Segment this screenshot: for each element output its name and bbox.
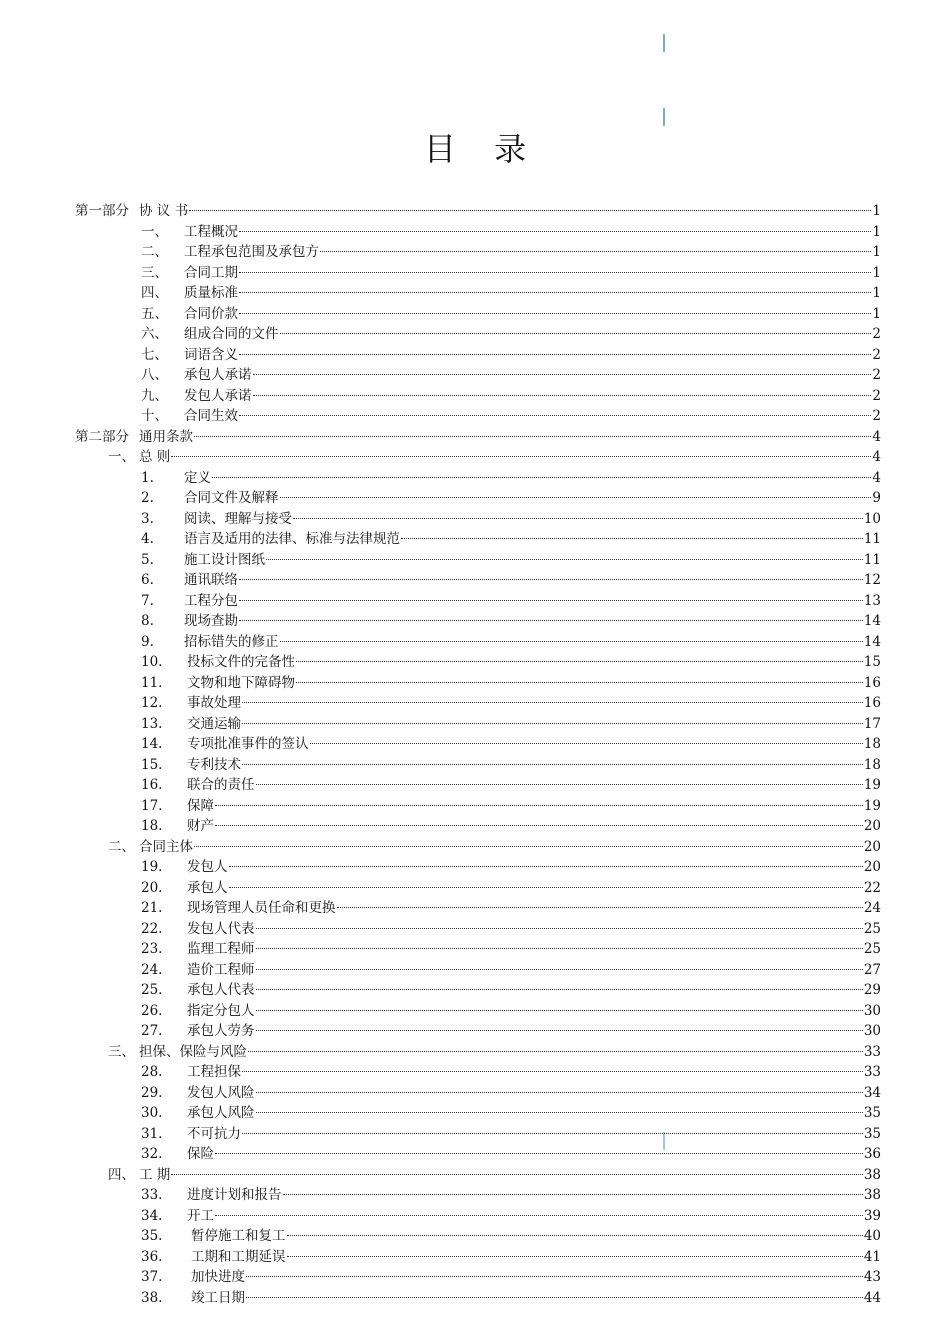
toc-entry-number: 16. — [141, 777, 163, 793]
toc-entry-number: 14. — [141, 736, 163, 752]
toc-entry[interactable] — [75, 386, 881, 407]
toc-entry-title: 招标错失的修正 — [184, 633, 279, 650]
toc-entry-title: 投标文件的完备性 — [187, 654, 295, 670]
toc-entry-page: 33 — [863, 1043, 881, 1060]
toc-entry-number: 8. — [141, 613, 154, 629]
toc-entry[interactable] — [75, 857, 881, 878]
toc-entry-title: 定义 — [184, 469, 211, 486]
dot-leader — [256, 947, 863, 949]
toc-entry-number: 第二部分 — [75, 428, 129, 445]
toc-entry-number: 12. — [141, 695, 163, 711]
toc-entry-title: 承包人风险 — [187, 1105, 255, 1121]
dot-leader — [280, 640, 863, 642]
dot-leader — [293, 517, 863, 519]
toc-entry-page: 30 — [863, 1002, 881, 1019]
dot-leader — [242, 1070, 863, 1072]
toc-entry[interactable] — [75, 468, 881, 489]
toc-entry-title: 协 议 书 — [139, 203, 189, 219]
toc-entry-page: 4 — [872, 449, 881, 465]
toc-entry-title: 暂停施工和复工 — [191, 1228, 286, 1244]
toc-entry-title: 工程承包范围及承包方 — [184, 244, 319, 260]
toc-entry-number: 20. — [141, 879, 163, 896]
toc-entry[interactable] — [75, 1083, 881, 1104]
toc-entry-page: 4 — [872, 469, 881, 486]
toc-entry-page: 12 — [863, 572, 881, 588]
toc-entry-number: 一、 — [141, 223, 168, 240]
toc-entry-title: 指定分包人 — [187, 1002, 255, 1019]
toc-entry-title: 竣工日期 — [191, 1289, 245, 1306]
toc-entry-number: 4. — [141, 531, 154, 547]
toc-entry-page: 41 — [863, 1248, 881, 1265]
dot-leader — [253, 373, 872, 375]
toc-entry-title: 现场查勘 — [184, 613, 238, 629]
dot-leader — [171, 1173, 863, 1175]
toc-entry-number: 23. — [141, 941, 163, 957]
dot-leader — [215, 824, 863, 826]
toc-entry-page: 2 — [872, 408, 881, 424]
toc-entry-number: 五、 — [141, 305, 168, 322]
dot-leader — [248, 1050, 863, 1052]
dot-leader — [296, 681, 863, 683]
toc-entry-number: 四、 — [141, 285, 168, 301]
toc-entry-page: 2 — [872, 367, 881, 383]
toc-entry[interactable] — [75, 1288, 881, 1309]
toc-entry-number: 21. — [141, 900, 163, 916]
toc-entry[interactable] — [75, 1206, 881, 1227]
toc-entry-page: 39 — [863, 1207, 881, 1224]
toc-entry-title: 通用条款 — [139, 428, 193, 445]
toc-entry-page: 40 — [863, 1228, 881, 1244]
toc-entry-title: 造价工程师 — [187, 961, 255, 978]
toc-entry[interactable] — [75, 283, 881, 304]
toc-entry-number: 第一部分 — [75, 203, 129, 219]
toc-entry-number: 13. — [141, 715, 163, 732]
toc-entry-title: 加快进度 — [191, 1269, 245, 1285]
toc-entry-page: 22 — [863, 879, 881, 896]
toc-entry-number: 三、 — [108, 1043, 135, 1060]
toc-entry[interactable] — [75, 242, 881, 263]
toc-entry-page: 1 — [872, 305, 881, 322]
toc-entry-title: 语言及适用的法律、标准与法律规范 — [184, 531, 400, 547]
toc-entry[interactable] — [75, 427, 881, 448]
toc-entry-title: 联合的责任 — [187, 777, 255, 793]
toc-entry-page: 4 — [872, 428, 881, 445]
toc-entry-page: 16 — [863, 695, 881, 711]
toc-entry-page: 44 — [863, 1289, 881, 1306]
toc-entry-number: 24. — [141, 961, 163, 978]
toc-entry-title: 专利技术 — [187, 756, 241, 773]
toc-entry-page: 35 — [863, 1125, 881, 1142]
toc-entry-page: 18 — [863, 756, 881, 773]
toc-entry-page: 27 — [863, 961, 881, 978]
dot-leader — [242, 763, 863, 765]
toc-entry-page: 33 — [863, 1064, 881, 1080]
toc-entry-title: 进度计划和报告 — [187, 1187, 282, 1203]
toc-entry[interactable] — [75, 550, 881, 571]
toc-entry-number: 15. — [141, 756, 163, 773]
toc-entry[interactable] — [75, 816, 881, 837]
toc-entry-number: 2. — [141, 490, 154, 506]
toc-entry-page: 10 — [863, 510, 881, 527]
dot-leader — [242, 701, 863, 703]
toc-entry-page: 1 — [872, 264, 881, 281]
toc-entry-title: 合同工期 — [184, 264, 238, 281]
toc-entry-number: 四、 — [108, 1166, 135, 1183]
dot-leader — [239, 230, 871, 232]
toc-entry[interactable] — [75, 1226, 881, 1247]
toc-entry-number: 18. — [141, 818, 163, 834]
toc-entry-title: 工期和工期延误 — [191, 1248, 286, 1265]
toc-entry-number: 31. — [141, 1125, 163, 1142]
toc-entry[interactable] — [75, 693, 881, 714]
toc-entry-page: 1 — [872, 223, 881, 240]
toc-entry-title: 词语含义 — [184, 346, 238, 363]
toc-entry[interactable] — [75, 1021, 881, 1042]
dot-leader — [256, 988, 863, 990]
dot-leader — [239, 271, 871, 273]
toc-entry-page: 20 — [863, 838, 881, 855]
toc-entry-number: 32. — [141, 1146, 163, 1162]
toc-entry-title: 发包人 — [187, 859, 228, 875]
toc-entry-number: 33. — [141, 1187, 163, 1203]
toc-entry-number: 11. — [141, 674, 163, 691]
toc-entry-page: 9 — [872, 490, 881, 506]
toc-entry-number: 36. — [141, 1248, 163, 1265]
toc-entry-page: 35 — [863, 1105, 881, 1121]
toc-entry-page: 38 — [863, 1187, 881, 1203]
dot-leader — [253, 394, 872, 396]
dot-leader — [242, 1132, 863, 1134]
dot-leader — [215, 1152, 863, 1154]
toc-entry[interactable] — [75, 509, 881, 530]
toc-entry-page: 11 — [863, 531, 881, 547]
toc-entry[interactable] — [75, 1124, 881, 1145]
dot-leader — [337, 906, 863, 908]
toc-entry-number: 七、 — [141, 346, 168, 363]
toc-entry-number: 10. — [141, 654, 163, 670]
dot-leader — [229, 886, 863, 888]
toc-entry[interactable] — [75, 734, 881, 755]
toc-entry-title: 工 期 — [139, 1166, 171, 1183]
toc-entry[interactable] — [75, 652, 881, 673]
toc-entry-title: 工程分包 — [184, 592, 238, 609]
toc-entry-page: 34 — [863, 1084, 881, 1101]
toc-entry[interactable] — [75, 1267, 881, 1288]
toc-entry-title: 专项批准事件的签认 — [187, 736, 309, 752]
toc-entry[interactable] — [75, 1103, 881, 1124]
toc-entry-page: 11 — [863, 551, 881, 568]
toc-entry-title: 合同主体 — [139, 838, 193, 855]
toc-entry-title: 合同文件及解释 — [184, 490, 279, 506]
toc-entry-title: 阅读、理解与接受 — [184, 510, 292, 527]
toc-entry-title: 承包人承诺 — [184, 367, 252, 383]
table-of-contents — [75, 201, 881, 1308]
toc-entry-number: 30. — [141, 1105, 163, 1121]
toc-entry[interactable] — [75, 714, 881, 735]
toc-entry-title: 文物和地下障碍物 — [187, 674, 295, 691]
toc-entry-number: 25. — [141, 982, 163, 998]
toc-entry[interactable] — [75, 365, 881, 386]
toc-entry-number: 5. — [141, 551, 154, 568]
toc-entry[interactable] — [75, 960, 881, 981]
toc-entry-page: 38 — [863, 1166, 881, 1183]
toc-entry[interactable] — [75, 591, 881, 612]
toc-entry-title: 总 则 — [139, 449, 171, 465]
toc-entry-number: 37. — [141, 1269, 163, 1285]
dot-leader — [266, 558, 863, 560]
toc-entry-page: 30 — [863, 1023, 881, 1039]
dot-leader — [287, 1255, 863, 1257]
toc-entry-number: 35. — [141, 1228, 163, 1244]
toc-entry-title: 施工设计图纸 — [184, 551, 265, 568]
toc-entry[interactable] — [75, 1247, 881, 1268]
toc-entry[interactable] — [75, 1165, 881, 1186]
toc-entry-number: 9. — [141, 633, 154, 650]
dot-leader — [194, 435, 871, 437]
dot-leader — [246, 1296, 863, 1298]
toc-entry[interactable] — [75, 796, 881, 817]
toc-entry-title: 发包人代表 — [187, 920, 255, 937]
toc-entry[interactable] — [75, 919, 881, 940]
dot-leader — [239, 578, 863, 580]
toc-entry-title: 承包人代表 — [187, 982, 255, 998]
toc-entry-page: 19 — [863, 797, 881, 814]
toc-entry-page: 1 — [872, 285, 881, 301]
toc-entry[interactable] — [75, 201, 881, 222]
dot-leader — [256, 1091, 863, 1093]
dot-leader — [256, 927, 863, 929]
toc-entry-title: 工程概况 — [184, 223, 238, 240]
toc-entry[interactable] — [75, 1144, 881, 1165]
toc-entry-number: 六、 — [141, 326, 168, 342]
toc-entry-title: 开工 — [187, 1207, 214, 1224]
toc-entry-title: 监理工程师 — [187, 941, 255, 957]
toc-entry[interactable] — [75, 1042, 881, 1063]
toc-entry-page: 20 — [863, 818, 881, 834]
toc-entry-title: 质量标准 — [184, 285, 238, 301]
toc-entry-number: 6. — [141, 572, 154, 588]
toc-entry-number: 二、 — [108, 838, 135, 855]
dot-leader — [171, 455, 871, 457]
dot-leader — [401, 537, 863, 539]
toc-entry[interactable] — [75, 345, 881, 366]
toc-entry[interactable] — [75, 263, 881, 284]
toc-entry-number: 28. — [141, 1064, 163, 1080]
toc-entry-title: 工程担保 — [187, 1064, 241, 1080]
dot-leader — [239, 414, 871, 416]
toc-entry[interactable] — [75, 878, 881, 899]
toc-entry-title: 保障 — [187, 797, 214, 814]
toc-entry-title: 交通运输 — [187, 715, 241, 732]
toc-entry-number: 22. — [141, 920, 163, 937]
toc-entry-page: 13 — [863, 592, 881, 609]
toc-entry[interactable] — [75, 406, 881, 427]
toc-entry-title: 通讯联络 — [184, 572, 238, 588]
dot-leader — [310, 742, 863, 744]
toc-entry-number: 三、 — [141, 264, 168, 281]
dot-leader — [239, 353, 871, 355]
toc-entry-title: 发包人风险 — [187, 1084, 255, 1101]
toc-entry-title: 发包人承诺 — [184, 387, 252, 404]
toc-entry[interactable] — [75, 755, 881, 776]
toc-entry-number: 3. — [141, 510, 154, 527]
toc-entry-title: 组成合同的文件 — [184, 326, 279, 342]
toc-entry[interactable] — [75, 529, 881, 550]
dot-leader — [280, 496, 872, 498]
toc-entry-page: 36 — [863, 1146, 881, 1162]
dot-leader — [189, 209, 871, 211]
toc-entry-page: 14 — [863, 633, 881, 650]
toc-entry-title: 承包人 — [187, 879, 228, 896]
dot-leader — [239, 312, 871, 314]
dot-leader — [256, 1111, 863, 1113]
toc-entry-page: 19 — [863, 777, 881, 793]
toc-entry[interactable] — [75, 898, 881, 919]
toc-entry[interactable] — [75, 570, 881, 591]
toc-entry[interactable] — [75, 775, 881, 796]
toc-entry-page: 18 — [863, 736, 881, 752]
toc-entry-page: 24 — [863, 900, 881, 916]
toc-entry-title: 现场管理人员任命和更换 — [187, 900, 336, 916]
dot-leader — [280, 332, 872, 334]
toc-entry-title: 财产 — [187, 818, 214, 834]
toc-entry-page: 2 — [872, 387, 881, 404]
dot-leader — [239, 619, 863, 621]
toc-entry[interactable] — [75, 1185, 881, 1206]
toc-entry-page: 20 — [863, 859, 881, 875]
toc-entry[interactable] — [75, 324, 881, 345]
toc-entry-number: 34. — [141, 1207, 163, 1224]
toc-entry-title: 合同生效 — [184, 408, 238, 424]
toc-entry-page: 17 — [863, 715, 881, 732]
dot-leader — [320, 250, 871, 252]
toc-entry[interactable] — [75, 980, 881, 1001]
edit-marker — [663, 34, 665, 52]
toc-entry-page: 25 — [863, 920, 881, 937]
toc-entry-page: 43 — [863, 1269, 881, 1285]
toc-entry-number: 27. — [141, 1023, 163, 1039]
toc-entry-number: 29. — [141, 1084, 163, 1101]
toc-entry-number: 7. — [141, 592, 154, 609]
dot-leader — [283, 1193, 863, 1195]
dot-leader — [256, 968, 863, 970]
toc-entry-page: 14 — [863, 613, 881, 629]
toc-entry-title: 合同价款 — [184, 305, 238, 322]
toc-entry-number: 26. — [141, 1002, 163, 1019]
dot-leader — [239, 291, 871, 293]
toc-entry-page: 2 — [872, 346, 881, 363]
toc-entry-page: 15 — [863, 654, 881, 670]
toc-entry-number: 19. — [141, 859, 163, 875]
toc-entry-number: 二、 — [141, 244, 168, 260]
toc-entry[interactable] — [75, 939, 881, 960]
dot-leader — [194, 845, 863, 847]
toc-entry-number: 十、 — [141, 408, 168, 424]
dot-leader — [215, 804, 863, 806]
toc-entry-number: 一、 — [108, 449, 135, 465]
toc-entry-number: 九、 — [141, 387, 168, 404]
dot-leader — [212, 476, 871, 478]
toc-entry[interactable] — [75, 488, 881, 509]
toc-entry-page: 29 — [863, 982, 881, 998]
dot-leader — [256, 783, 863, 785]
toc-entry-title: 事故处理 — [187, 695, 241, 711]
toc-entry-title: 担保、保险与风险 — [139, 1043, 247, 1060]
toc-entry-page: 25 — [863, 941, 881, 957]
dot-leader — [246, 1275, 863, 1277]
toc-entry-title: 承包人劳务 — [187, 1023, 255, 1039]
toc-entry-title: 保险 — [187, 1146, 214, 1162]
toc-entry-page: 16 — [863, 674, 881, 691]
toc-entry-page: 2 — [872, 326, 881, 342]
dot-leader — [287, 1234, 863, 1236]
dot-leader — [256, 1029, 863, 1031]
toc-entry-number: 38. — [141, 1289, 163, 1306]
toc-entry-number: 17. — [141, 797, 163, 814]
toc-entry-page: 1 — [872, 244, 881, 260]
dot-leader — [215, 1214, 863, 1216]
toc-entry[interactable] — [75, 673, 881, 694]
toc-entry[interactable] — [75, 611, 881, 632]
toc-entry[interactable] — [75, 222, 881, 243]
page-title: 目 录 — [423, 130, 541, 168]
toc-entry-title: 不可抗力 — [187, 1125, 241, 1142]
dot-leader — [239, 599, 863, 601]
toc-entry[interactable] — [75, 837, 881, 858]
toc-entry[interactable] — [75, 304, 881, 325]
dot-leader — [256, 1009, 863, 1011]
toc-entry[interactable] — [75, 632, 881, 653]
toc-entry-page: 1 — [872, 203, 881, 219]
dot-leader — [242, 722, 863, 724]
toc-entry-number: 八、 — [141, 367, 168, 383]
toc-entry[interactable] — [75, 1001, 881, 1022]
toc-entry[interactable] — [75, 1062, 881, 1083]
dot-leader — [229, 865, 863, 867]
toc-entry-number: 1. — [141, 469, 154, 486]
toc-entry[interactable] — [75, 447, 881, 468]
dot-leader — [296, 660, 863, 662]
